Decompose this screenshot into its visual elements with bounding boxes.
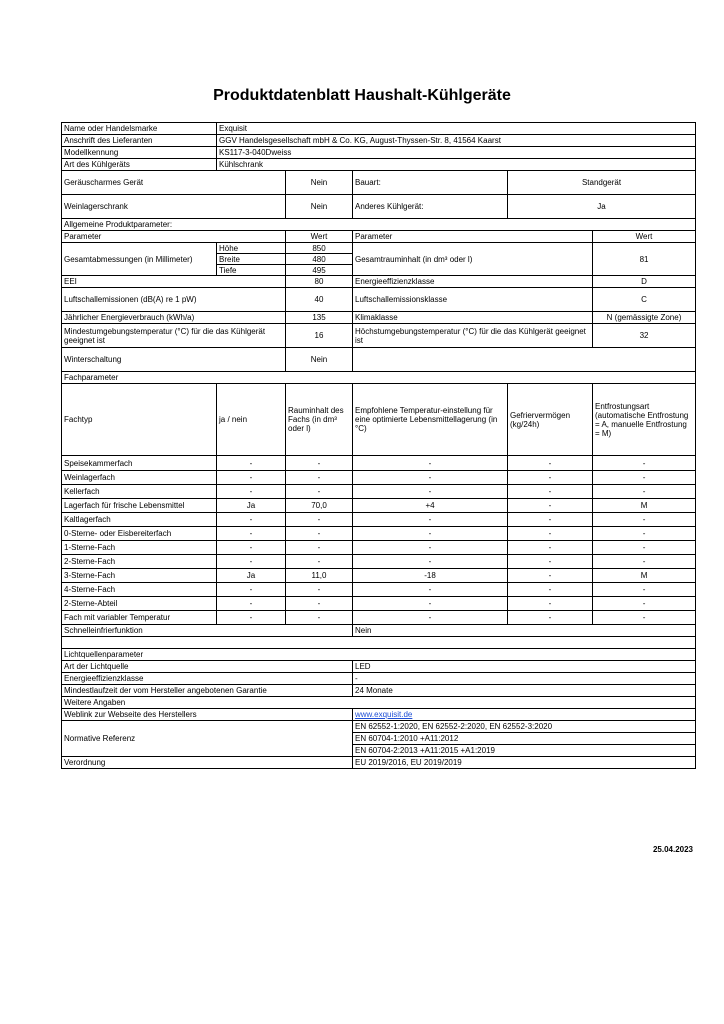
light-class-label: Energieeffizienzklasse	[62, 673, 353, 685]
compartment-volume: -	[286, 611, 353, 625]
table-row	[62, 597, 696, 611]
compartment-temp: -	[353, 456, 508, 471]
compartment-freeze: -	[508, 513, 593, 527]
weblink-label: Weblink zur Webseite des Herstellers	[62, 709, 353, 721]
supplier-label: Anschrift des Lieferanten	[62, 135, 217, 147]
width-label: Breite	[217, 254, 286, 265]
table-row	[62, 219, 696, 231]
other-device-value: Ja	[508, 195, 696, 219]
wine-cabinet-label: Weinlagerschrank	[62, 195, 286, 219]
table-row	[62, 757, 696, 769]
compartment-temp: -	[353, 583, 508, 597]
winter-value: Nein	[286, 348, 353, 372]
compartment-freeze: -	[508, 611, 593, 625]
brand-label: Name oder Handelsmarke	[62, 123, 217, 135]
table-row	[62, 276, 696, 288]
table-row	[62, 661, 696, 673]
compartment-temp: -	[353, 471, 508, 485]
compartment-name: Fach mit variabler Temperatur	[62, 611, 217, 625]
regulation-label: Verordnung	[62, 757, 353, 769]
guarantee-value: 24 Monate	[353, 685, 696, 697]
eei-label: EEI	[62, 276, 286, 288]
table-row	[62, 243, 696, 254]
low-noise-label: Geräuscharmes Gerät	[62, 171, 286, 195]
climate-class-value: N (gemässigte Zone)	[593, 312, 696, 324]
table-row	[62, 499, 696, 513]
compartment-temp: -18	[353, 569, 508, 583]
table-row	[62, 583, 696, 597]
volume-value: 81	[593, 243, 696, 276]
table-row	[62, 625, 696, 637]
compartment-defrost: -	[593, 597, 696, 611]
compartment-temp: -	[353, 485, 508, 499]
compartment-freeze: -	[508, 456, 593, 471]
energy-class-label: Energieeffizienzklasse	[353, 276, 593, 288]
compartment-volume: -	[286, 513, 353, 527]
param-header: Parameter	[62, 231, 286, 243]
compartment-freeze: -	[508, 555, 593, 569]
compartment-defrost: M	[593, 569, 696, 583]
dimensions-label: Gesamtabmessungen (in Millimeter)	[62, 243, 217, 276]
table-row	[62, 527, 696, 541]
low-noise-value: Nein	[286, 171, 353, 195]
compartment-yes-no: -	[217, 597, 286, 611]
table-row	[62, 485, 696, 499]
table-row	[62, 456, 696, 471]
compartment-name: Weinlagerfach	[62, 471, 217, 485]
height-value: 850	[286, 243, 353, 254]
compartment-temp: -	[353, 611, 508, 625]
design-label: Bauart:	[353, 171, 508, 195]
compartment-name: Kellerfach	[62, 485, 217, 499]
light-type-label: Art der Lichtquelle	[62, 661, 353, 673]
brand-value: Exquisit	[217, 123, 696, 135]
compartment-defrost: -	[593, 555, 696, 569]
compartment-defrost: -	[593, 471, 696, 485]
table-row	[62, 569, 696, 583]
table-row	[62, 288, 696, 312]
compartment-name: Kaltlagerfach	[62, 513, 217, 527]
compartment-name: Lagerfach für frische Lebensmittel	[62, 499, 217, 513]
table-row	[62, 372, 696, 384]
compartment-defrost: -	[593, 485, 696, 499]
table-row	[62, 721, 696, 733]
compartments-heading: Fachparameter	[62, 372, 696, 384]
annual-energy-value: 135	[286, 312, 353, 324]
compartment-name: 3-Sterne-Fach	[62, 569, 217, 583]
table-row	[62, 348, 696, 372]
compartment-yes-no: -	[217, 456, 286, 471]
quick-freeze-value: Nein	[353, 625, 696, 637]
light-type-value: LED	[353, 661, 696, 673]
eei-value: 80	[286, 276, 353, 288]
annual-energy-label: Jährlicher Energieverbrauch (kWh/a)	[62, 312, 286, 324]
compartment-freeze: -	[508, 583, 593, 597]
wine-cabinet-value: Nein	[286, 195, 353, 219]
compartment-temp: -	[353, 541, 508, 555]
table-row	[62, 171, 696, 195]
compartment-volume: 70,0	[286, 499, 353, 513]
norm-label: Normative Referenz	[62, 721, 353, 757]
energy-class-value: D	[593, 276, 696, 288]
compartment-freeze: -	[508, 569, 593, 583]
compartment-temp: -	[353, 555, 508, 569]
compartment-temp: -	[353, 513, 508, 527]
noise-class-label: Luftschallemissionsklasse	[353, 288, 593, 312]
compartment-yes-no: -	[217, 611, 286, 625]
empty-cell	[353, 348, 696, 372]
table-row	[62, 471, 696, 485]
compartment-yes-no: -	[217, 583, 286, 597]
winter-label: Winterschaltung	[62, 348, 286, 372]
table-row	[62, 541, 696, 555]
noise-label: Luftschallemissionen (dB(A) re 1 pW)	[62, 288, 286, 312]
table-row	[62, 159, 696, 171]
table-row	[62, 685, 696, 697]
design-value: Standgerät	[508, 171, 696, 195]
table-row	[62, 611, 696, 625]
col-temp-header: Empfohlene Temperatur-einstellung für eine optimierte Lebensmittellagerung (in °C)	[353, 384, 508, 456]
compartment-defrost: -	[593, 456, 696, 471]
table-row	[62, 697, 696, 709]
table-row	[62, 637, 696, 649]
compartment-volume: -	[286, 527, 353, 541]
col-freeze-header: Gefriervermögen (kg/24h)	[508, 384, 593, 456]
supplier-value: GGV Handelsgesellschaft mbH & Co. KG, August-Thyssen-Str. 8, 41564 Kaarst	[217, 135, 696, 147]
spacer-cell	[62, 637, 696, 649]
compartment-defrost: M	[593, 499, 696, 513]
depth-label: Tiefe	[217, 265, 286, 276]
compartment-freeze: -	[508, 471, 593, 485]
norm-2: EN 60704-1:2010 +A11:2012	[353, 733, 696, 745]
table-row	[62, 324, 696, 348]
table-row	[62, 513, 696, 527]
param-header-2: Parameter	[353, 231, 593, 243]
compartment-defrost: -	[593, 541, 696, 555]
compartment-freeze: -	[508, 597, 593, 611]
compartment-volume: -	[286, 456, 353, 471]
col-type-header: Fachtyp	[62, 384, 217, 456]
compartment-volume: -	[286, 485, 353, 499]
compartment-defrost: -	[593, 513, 696, 527]
max-temp-label: Höchstumgebungstemperatur (°C) für die das Kühlgerät geeignet ist	[353, 324, 593, 348]
value-header: Wert	[286, 231, 353, 243]
page-title: Produktdatenblatt Haushalt-Kühlgeräte	[213, 87, 511, 104]
compartment-name: 2-Sterne-Abteil	[62, 597, 217, 611]
compartment-temp: -	[353, 527, 508, 541]
document-date: 25.04.2023	[652, 845, 693, 854]
compartment-volume: 11,0	[286, 569, 353, 583]
guarantee-label: Mindestlaufzeit der vom Hersteller angebotenen Garantie	[62, 685, 353, 697]
norm-1: EN 62552-1:2020, EN 62552-2:2020, EN 62552-3:2020	[353, 721, 696, 733]
volume-label: Gesamtrauminhalt (in dm³ oder l)	[353, 243, 593, 276]
compartment-volume: -	[286, 597, 353, 611]
light-heading: Lichtquellenparameter	[62, 649, 696, 661]
table-row	[62, 231, 696, 243]
table-row	[62, 195, 696, 219]
device-type-value: Kühlschrank	[217, 159, 696, 171]
table-row	[62, 384, 696, 456]
compartment-volume: -	[286, 471, 353, 485]
table-row	[62, 312, 696, 324]
device-type-label: Art des Kühlgeräts	[62, 159, 217, 171]
weblink-cell	[353, 709, 696, 721]
table-row	[62, 555, 696, 569]
quick-freeze-label: Schnelleinfrierfunktion	[62, 625, 353, 637]
compartment-volume: -	[286, 583, 353, 597]
compartment-defrost: -	[593, 583, 696, 597]
norm-3: EN 60704-2:2013 +A11:2015 +A1:2019	[353, 745, 696, 757]
table-row	[62, 135, 696, 147]
min-temp-value: 16	[286, 324, 353, 348]
compartment-freeze: -	[508, 541, 593, 555]
width-value: 480	[286, 254, 353, 265]
general-heading: Allgemeine Produktparameter:	[62, 219, 696, 231]
compartment-name: 4-Sterne-Fach	[62, 583, 217, 597]
table-row	[62, 649, 696, 661]
table-row	[62, 673, 696, 685]
compartment-yes-no: -	[217, 541, 286, 555]
compartment-name: 2-Sterne-Fach	[62, 555, 217, 569]
compartment-yes-no: Ja	[217, 499, 286, 513]
compartment-volume: -	[286, 541, 353, 555]
other-device-label: Anderes Kühlgerät:	[353, 195, 508, 219]
noise-value: 40	[286, 288, 353, 312]
climate-class-label: Klimaklasse	[353, 312, 593, 324]
min-temp-label: Mindestumgebungstemperatur (°C) für die das Kühlgerät geeignet ist	[62, 324, 286, 348]
table-row	[62, 147, 696, 159]
col-volume-header: Rauminhalt des Fachs (in dm³ oder l)	[286, 384, 353, 456]
regulation-value: EU 2019/2016, EU 2019/2019	[353, 757, 696, 769]
weblink[interactable]: www.exquisit.de	[355, 710, 413, 719]
compartment-yes-no: -	[217, 485, 286, 499]
compartment-name: Speisekammerfach	[62, 456, 217, 471]
light-class-value: -	[353, 673, 696, 685]
compartment-yes-no: -	[217, 527, 286, 541]
compartment-freeze: -	[508, 485, 593, 499]
compartment-name: 1-Sterne-Fach	[62, 541, 217, 555]
height-label: Höhe	[217, 243, 286, 254]
compartment-name: 0-Sterne- oder Eisbereiterfach	[62, 527, 217, 541]
noise-class-value: C	[593, 288, 696, 312]
model-value: KS117-3-040Dweiss	[217, 147, 696, 159]
depth-value: 495	[286, 265, 353, 276]
value-header-2: Wert	[593, 231, 696, 243]
compartment-yes-no: -	[217, 471, 286, 485]
compartment-volume: -	[286, 555, 353, 569]
compartment-yes-no: -	[217, 555, 286, 569]
further-heading: Weitere Angaben	[62, 697, 696, 709]
compartment-defrost: -	[593, 527, 696, 541]
compartment-temp: +4	[353, 499, 508, 513]
compartment-temp: -	[353, 597, 508, 611]
col-defrost-header: Entfrostungsart (automatische Entfrostung = A, manuelle Entfrostung = M)	[593, 384, 696, 456]
compartment-freeze: -	[508, 499, 593, 513]
product-datasheet-table	[61, 122, 696, 769]
compartment-yes-no: Ja	[217, 569, 286, 583]
compartment-yes-no: -	[217, 513, 286, 527]
compartment-freeze: -	[508, 527, 593, 541]
model-label: Modellkennung	[62, 147, 217, 159]
table-row	[62, 709, 696, 721]
compartment-defrost: -	[593, 611, 696, 625]
table-row	[62, 123, 696, 135]
max-temp-value: 32	[593, 324, 696, 348]
col-yes-no-header: ja / nein	[217, 384, 286, 456]
